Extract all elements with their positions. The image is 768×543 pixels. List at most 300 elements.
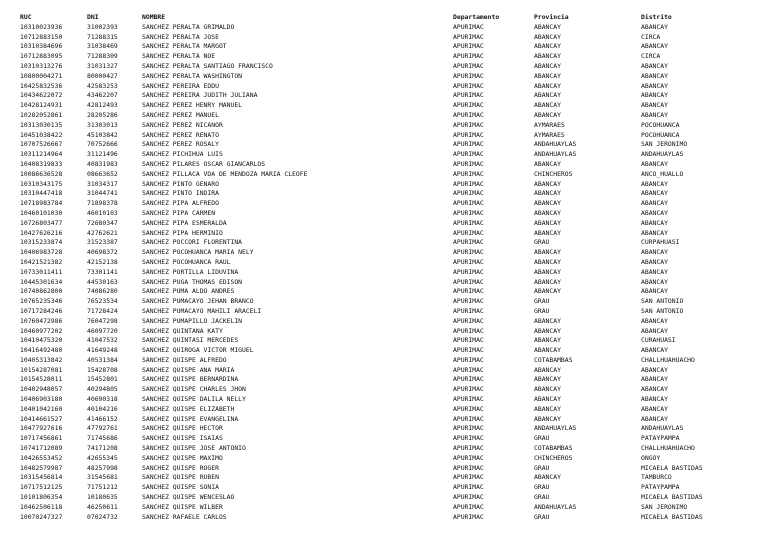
- dni-cell: 46250611: [87, 502, 118, 511]
- distrito-cell: ANDAHUAYLAS: [641, 424, 684, 433]
- ruc-cell: 10707526667: [20, 140, 63, 149]
- dni-cell: 42812493: [87, 101, 118, 110]
- table-row: [20, 415, 766, 425]
- dni-cell: 72680347: [87, 218, 118, 227]
- departamento-cell: APURIMAC: [453, 208, 484, 217]
- provincia-cell: ABANCAY: [534, 287, 561, 296]
- distrito-cell: POCOHUANCA: [641, 130, 680, 139]
- provincia-cell: ABANCAY: [534, 189, 561, 198]
- ruc-cell: 10765235346: [20, 297, 63, 306]
- table-row: [20, 189, 766, 199]
- distrito-cell: ABANCAY: [641, 189, 668, 198]
- departamento-cell: APURIMAC: [453, 159, 484, 168]
- ruc-cell: 10733011411: [20, 267, 63, 276]
- ruc-cell: 10477927616: [20, 424, 63, 433]
- departamento-cell: APURIMAC: [453, 110, 484, 119]
- departamento-cell: APURIMAC: [453, 336, 484, 345]
- provincia-cell: ABANCAY: [534, 32, 561, 41]
- departamento-cell: APURIMAC: [453, 483, 484, 492]
- departamento-cell: APURIMAC: [453, 414, 484, 423]
- distrito-cell: CURPAHUASI: [641, 238, 680, 247]
- ruc-cell: 10445301634: [20, 277, 63, 286]
- dni-cell: 46010103: [87, 208, 118, 217]
- nombre-cell: SANCHEZ POCOHUANCA MARIA NELY: [142, 248, 254, 257]
- dni-cell: 40690318: [87, 395, 118, 404]
- nombre-cell: SANCHEZ PERALTA WASHINGTON: [142, 71, 243, 80]
- departamento-cell: APURIMAC: [453, 71, 484, 80]
- provincia-cell: ABANCAY: [534, 101, 561, 110]
- dni-cell: 31031327: [87, 61, 118, 70]
- dni-cell: 45103842: [87, 130, 118, 139]
- table-row: [20, 82, 766, 92]
- provincia-cell: CHINCHEROS: [534, 453, 573, 462]
- departamento-cell: APURIMAC: [453, 297, 484, 306]
- nombre-cell: SANCHEZ QUISPE WENCESLAO: [142, 493, 235, 502]
- departamento-cell: APURIMAC: [453, 52, 484, 61]
- ruc-cell: 10315456814: [20, 473, 63, 482]
- provincia-cell: ABANCAY: [534, 159, 561, 168]
- distrito-cell: ABANCAY: [641, 248, 668, 257]
- distrito-cell: ABANCAY: [641, 277, 668, 286]
- departamento-cell: APURIMAC: [453, 81, 484, 90]
- table-row: [20, 405, 766, 415]
- provincia-cell: AYMARAES: [534, 130, 565, 139]
- dni-cell: 71898378: [87, 199, 118, 208]
- nombre-cell: SANCHEZ QUISPE ROGER: [142, 463, 219, 472]
- provincia-cell: GRAU: [534, 463, 550, 472]
- table-row: [20, 346, 766, 356]
- provincia-cell: GRAU: [534, 434, 550, 443]
- nombre-cell: SANCHEZ PIPA ESMERALDA: [142, 218, 227, 227]
- provincia-cell: GRAU: [534, 512, 550, 521]
- departamento-cell: APURIMAC: [453, 169, 484, 178]
- distrito-cell: CHALLHUAHUACHO: [641, 444, 695, 453]
- distrito-cell: ANDAHUAYLAS: [641, 150, 684, 159]
- ruc-cell: 10416492480: [20, 346, 63, 355]
- ruc-cell: 10401042160: [20, 404, 63, 413]
- provincia-cell: ANDAHUAYLAS: [534, 150, 577, 159]
- provincia-cell: ABANCAY: [534, 42, 561, 51]
- departamento-cell: APURIMAC: [453, 61, 484, 70]
- departamento-cell: APURIMAC: [453, 355, 484, 364]
- distrito-cell: CURAHUASI: [641, 336, 676, 345]
- ruc-cell: 10310384696: [20, 42, 63, 51]
- table-row: [20, 140, 766, 150]
- nombre-cell: SANCHEZ PEREZ MANUEL: [142, 110, 219, 119]
- ruc-cell: 10427626216: [20, 228, 63, 237]
- ruc-cell: 10800004271: [20, 71, 63, 80]
- nombre-cell: SANCHEZ QUISPE MAXIMO: [142, 453, 223, 462]
- departamento-cell: APURIMAC: [453, 306, 484, 315]
- ruc-cell: 10154528011: [20, 375, 63, 384]
- nombre-cell: SANCHEZ PERALTA SANTIAGO FRANCISCO: [142, 61, 273, 70]
- provincia-cell: ABANCAY: [534, 473, 561, 482]
- column-header-distrito: Distrito: [641, 13, 672, 21]
- distrito-cell: ABANCAY: [641, 81, 668, 90]
- column-header-departamento: Departamento: [453, 13, 500, 21]
- dni-cell: 47792761: [87, 424, 118, 433]
- departamento-cell: APURIMAC: [453, 179, 484, 188]
- table-row: [20, 287, 766, 297]
- provincia-cell: GRAU: [534, 493, 550, 502]
- departamento-cell: APURIMAC: [453, 375, 484, 384]
- table-row: [20, 483, 766, 493]
- ruc-cell: 10310023936: [20, 22, 63, 31]
- provincia-cell: ABANCAY: [534, 61, 561, 70]
- table-row: [20, 150, 766, 160]
- distrito-cell: ABANCAY: [641, 101, 668, 110]
- dni-cell: 46097720: [87, 326, 118, 335]
- ruc-cell: 10101806354: [20, 493, 63, 502]
- nombre-cell: SANCHEZ PEREIRA EDDU: [142, 81, 219, 90]
- provincia-cell: ABANCAY: [534, 257, 561, 266]
- distrito-cell: SAN JERONIMO: [641, 502, 688, 511]
- provincia-cell: AYMARAES: [534, 120, 565, 129]
- distrito-cell: ONGOY: [641, 453, 661, 462]
- dni-cell: 71751212: [87, 483, 118, 492]
- ruc-cell: 10414661527: [20, 414, 63, 423]
- dni-cell: 28205286: [87, 110, 118, 119]
- table-row: [20, 111, 766, 121]
- ruc-cell: 10310343175: [20, 179, 63, 188]
- provincia-cell: ABANCAY: [534, 199, 561, 208]
- header-row: [20, 13, 766, 23]
- dni-cell: 41466152: [87, 414, 118, 423]
- dni-cell: 40104216: [87, 404, 118, 413]
- nombre-cell: SANCHEZ PUMA ALDO ANDRES: [142, 287, 235, 296]
- provincia-cell: ANDAHUAYLAS: [534, 424, 577, 433]
- distrito-cell: SAN JERONIMO: [641, 140, 688, 149]
- ruc-cell: 10406903180: [20, 395, 63, 404]
- nombre-cell: SANCHEZ QUISPE RUBEN: [142, 473, 219, 482]
- nombre-cell: SANCHEZ PICHIHUA LUIS: [142, 150, 223, 159]
- table-row: [20, 23, 766, 33]
- provincia-cell: ABANCAY: [534, 395, 561, 404]
- dni-cell: 73301141: [87, 267, 118, 276]
- ruc-cell: 10315233874: [20, 238, 63, 247]
- dni-cell: 71728424: [87, 306, 118, 315]
- departamento-cell: APURIMAC: [453, 502, 484, 511]
- distrito-cell: ABANCAY: [641, 375, 668, 384]
- ruc-cell: 10154287081: [20, 365, 63, 374]
- column-header-dni: DNI: [87, 13, 99, 21]
- nombre-cell: SANCHEZ QUISPE ISAIAS: [142, 434, 223, 443]
- distrito-cell: ABANCAY: [641, 22, 668, 31]
- column-header-provincia: Provincia: [534, 13, 569, 21]
- provincia-cell: ABANCAY: [534, 336, 561, 345]
- nombre-cell: SANCHEZ PUGA THOMAS EDISON: [142, 277, 243, 286]
- ruc-cell: 10712883095: [20, 52, 63, 61]
- nombre-cell: SANCHEZ RAFAELE CARLOS: [142, 512, 227, 521]
- provincia-cell: ABANCAY: [534, 228, 561, 237]
- distrito-cell: ABANCAY: [641, 316, 668, 325]
- nombre-cell: SANCHEZ QUISPE ALFREDO: [142, 355, 227, 364]
- nombre-cell: SANCHEZ PEREZ ROSALY: [142, 140, 219, 149]
- provincia-cell: COTABAMBAS: [534, 355, 573, 364]
- nombre-cell: SANCHEZ QUISPE CHARLES JHON: [142, 385, 246, 394]
- table-row: [20, 454, 766, 464]
- nombre-cell: SANCHEZ QUISPE HECTOR: [142, 424, 223, 433]
- distrito-cell: ABANCAY: [641, 257, 668, 266]
- departamento-cell: APURIMAC: [453, 257, 484, 266]
- provincia-cell: GRAU: [534, 297, 550, 306]
- dni-cell: 70752666: [87, 140, 118, 149]
- provincia-cell: GRAU: [534, 306, 550, 315]
- departamento-cell: APURIMAC: [453, 424, 484, 433]
- provincia-cell: GRAU: [534, 483, 550, 492]
- departamento-cell: APURIMAC: [453, 385, 484, 394]
- table-row: [20, 356, 766, 366]
- ruc-cell: 10405313842: [20, 355, 63, 364]
- table-row: [20, 72, 766, 82]
- ruc-cell: 10726803477: [20, 218, 63, 227]
- ruc-cell: 10402948057: [20, 385, 63, 394]
- table-row: [20, 464, 766, 474]
- departamento-cell: APURIMAC: [453, 140, 484, 149]
- ruc-cell: 10426553452: [20, 453, 63, 462]
- departamento-cell: APURIMAC: [453, 120, 484, 129]
- dni-cell: 31034317: [87, 179, 118, 188]
- distrito-cell: ABANCAY: [641, 287, 668, 296]
- nombre-cell: SANCHEZ QUIROGA VICTOR MIGUEL: [142, 346, 254, 355]
- nombre-cell: SANCHEZ POCOHUANCA RAUL: [142, 257, 231, 266]
- table-row: [20, 336, 766, 346]
- ruc-cell: 10717512125: [20, 483, 63, 492]
- departamento-cell: APURIMAC: [453, 199, 484, 208]
- table-row: [20, 131, 766, 141]
- table-row: [20, 42, 766, 52]
- departamento-cell: APURIMAC: [453, 267, 484, 276]
- departamento-cell: APURIMAC: [453, 287, 484, 296]
- distrito-cell: ABANCAY: [641, 61, 668, 70]
- table-row: [20, 278, 766, 288]
- provincia-cell: GRAU: [534, 238, 550, 247]
- provincia-cell: ANDAHUAYLAS: [534, 502, 577, 511]
- distrito-cell: ABANCAY: [641, 42, 668, 51]
- nombre-cell: SANCHEZ QUISPE DALILA NELLY: [142, 395, 246, 404]
- distrito-cell: ABANCAY: [641, 267, 668, 276]
- provincia-cell: CHINCHEROS: [534, 169, 573, 178]
- provincia-cell: ABANCAY: [534, 414, 561, 423]
- distrito-cell: ABANCAY: [641, 179, 668, 188]
- table-row: [20, 297, 766, 307]
- ruc-cell: 10410475320: [20, 336, 63, 345]
- departamento-cell: APURIMAC: [453, 512, 484, 521]
- provincia-cell: ABANCAY: [534, 218, 561, 227]
- departamento-cell: APURIMAC: [453, 493, 484, 502]
- dni-cell: 31303013: [87, 120, 118, 129]
- nombre-cell: SANCHEZ QUISPE JOSE ANTONIO: [142, 444, 246, 453]
- table-row: [20, 101, 766, 111]
- provincia-cell: COTABAMBAS: [534, 444, 573, 453]
- table-row: [20, 307, 766, 317]
- ruc-cell: 10451038422: [20, 130, 63, 139]
- ruc-cell: 10428124931: [20, 101, 63, 110]
- departamento-cell: APURIMAC: [453, 32, 484, 41]
- provincia-cell: ABANCAY: [534, 91, 561, 100]
- ruc-cell: 10718983784: [20, 199, 63, 208]
- taxpayer-table: [20, 13, 766, 522]
- provincia-cell: ABANCAY: [534, 385, 561, 394]
- dni-cell: 07024732: [87, 512, 118, 521]
- table-row: [20, 33, 766, 43]
- distrito-cell: MICAELA BASTIDAS: [641, 463, 703, 472]
- provincia-cell: ABANCAY: [534, 179, 561, 188]
- provincia-cell: ABANCAY: [534, 208, 561, 217]
- ruc-cell: 10434622072: [20, 91, 63, 100]
- nombre-cell: SANCHEZ PILARES OSCAR GIANCARLOS: [142, 159, 266, 168]
- ruc-cell: 10070247327: [20, 512, 63, 521]
- distrito-cell: ABANCAY: [641, 346, 668, 355]
- distrito-cell: SAN ANTONIO: [641, 297, 684, 306]
- dni-cell: 08663652: [87, 169, 118, 178]
- provincia-cell: ABANCAY: [534, 267, 561, 276]
- distrito-cell: ABANCAY: [641, 395, 668, 404]
- nombre-cell: SANCHEZ PERALTA MARGOT: [142, 42, 227, 51]
- provincia-cell: ABANCAY: [534, 375, 561, 384]
- ruc-cell: 10717284246: [20, 306, 63, 315]
- distrito-cell: POCOHUANCA: [641, 120, 680, 129]
- distrito-cell: ABANCAY: [641, 385, 668, 394]
- nombre-cell: SANCHEZ PERALTA JOSE: [142, 32, 219, 41]
- distrito-cell: ABANCAY: [641, 404, 668, 413]
- nombre-cell: SANCHEZ PINTO INDIRA: [142, 189, 219, 198]
- table-row: [20, 424, 766, 434]
- ruc-cell: 10482579987: [20, 463, 63, 472]
- departamento-cell: APURIMAC: [453, 248, 484, 257]
- departamento-cell: APURIMAC: [453, 395, 484, 404]
- dni-cell: 42583253: [87, 81, 118, 90]
- table-row: [20, 180, 766, 190]
- distrito-cell: CIRCA: [641, 52, 661, 61]
- distrito-cell: TAMBURCO: [641, 473, 672, 482]
- ruc-cell: 10717456861: [20, 434, 63, 443]
- provincia-cell: ABANCAY: [534, 22, 561, 31]
- distrito-cell: CIRCA: [641, 32, 661, 41]
- provincia-cell: ABANCAY: [534, 110, 561, 119]
- ruc-cell: 10310313276: [20, 61, 63, 70]
- provincia-cell: ABANCAY: [534, 277, 561, 286]
- departamento-cell: APURIMAC: [453, 22, 484, 31]
- distrito-cell: ABANCAY: [641, 110, 668, 119]
- dni-cell: 41649248: [87, 346, 118, 355]
- dni-cell: 71288309: [87, 52, 118, 61]
- provincia-cell: ABANCAY: [534, 52, 561, 61]
- departamento-cell: APURIMAC: [453, 228, 484, 237]
- dni-cell: 80000427: [87, 71, 118, 80]
- nombre-cell: SANCHEZ PILLACA VDA DE MENDOZA MARIA CLEOFE: [142, 169, 308, 178]
- dni-cell: 40531384: [87, 355, 118, 364]
- table-row: [20, 121, 766, 131]
- departamento-cell: APURIMAC: [453, 150, 484, 159]
- dni-cell: 15428708: [87, 365, 118, 374]
- departamento-cell: APURIMAC: [453, 277, 484, 286]
- nombre-cell: SANCHEZ PUMAPILLO JACKELIN: [142, 316, 243, 325]
- provincia-cell: ABANCAY: [534, 71, 561, 80]
- distrito-cell: ABANCAY: [641, 159, 668, 168]
- table-row: [20, 258, 766, 268]
- departamento-cell: APURIMAC: [453, 463, 484, 472]
- nombre-cell: SANCHEZ QUISPE SONIA: [142, 483, 219, 492]
- dni-cell: 31044741: [87, 189, 118, 198]
- departamento-cell: APURIMAC: [453, 218, 484, 227]
- distrito-cell: ANCO_HUALLO: [641, 169, 684, 178]
- table-row: [20, 209, 766, 219]
- distrito-cell: ABANCAY: [641, 91, 668, 100]
- ruc-cell: 10406983728: [20, 248, 63, 257]
- ruc-cell: 10311214964: [20, 150, 63, 159]
- table-row: [20, 268, 766, 278]
- column-header-nombre: NOMBRE: [142, 13, 166, 21]
- table-row: [20, 366, 766, 376]
- ruc-cell: 10462506118: [20, 502, 63, 511]
- table-row: [20, 493, 766, 503]
- distrito-cell: ABANCAY: [641, 228, 668, 237]
- nombre-cell: SANCHEZ PEREZ NICANOR: [142, 120, 223, 129]
- ruc-cell: 10425832536: [20, 81, 63, 90]
- distrito-cell: ABANCAY: [641, 199, 668, 208]
- dni-cell: 76047298: [87, 316, 118, 325]
- dni-cell: 44530163: [87, 277, 118, 286]
- dni-cell: 10180635: [87, 493, 118, 502]
- table-row: [20, 385, 766, 395]
- ruc-cell: 10310447418: [20, 189, 63, 198]
- nombre-cell: SANCHEZ PEREZ HENRY MANUEL: [142, 101, 243, 110]
- distrito-cell: PATAYPAMPA: [641, 483, 680, 492]
- nombre-cell: SANCHEZ PEREZ RENATO: [142, 130, 219, 139]
- dni-cell: 31038469: [87, 42, 118, 51]
- provincia-cell: ANDAHUAYLAS: [534, 140, 577, 149]
- nombre-cell: SANCHEZ PORTILLA LIDUVINA: [142, 267, 239, 276]
- ruc-cell: 10760472986: [20, 316, 63, 325]
- column-header-ruc: RUC: [20, 13, 32, 21]
- table-row: [20, 375, 766, 385]
- nombre-cell: SANCHEZ POCCORI FLORENTINA: [142, 238, 243, 247]
- provincia-cell: ABANCAY: [534, 365, 561, 374]
- dni-cell: 31523387: [87, 238, 118, 247]
- ruc-cell: 10741712089: [20, 444, 63, 453]
- table-row: [20, 248, 766, 258]
- table-row: [20, 52, 766, 62]
- distrito-cell: ABANCAY: [641, 218, 668, 227]
- departamento-cell: APURIMAC: [453, 91, 484, 100]
- nombre-cell: SANCHEZ PUMACAYO MAHILI ARACELI: [142, 306, 262, 315]
- provincia-cell: ABANCAY: [534, 346, 561, 355]
- nombre-cell: SANCHEZ PIPA CARMEN: [142, 208, 216, 217]
- table-row: [20, 395, 766, 405]
- nombre-cell: SANCHEZ QUISPE BERNARDINA: [142, 375, 239, 384]
- table-row: [20, 199, 766, 209]
- table-row: [20, 513, 766, 523]
- table-row: [20, 91, 766, 101]
- provincia-cell: ABANCAY: [534, 81, 561, 90]
- dni-cell: 71288315: [87, 32, 118, 41]
- departamento-cell: APURIMAC: [453, 42, 484, 51]
- nombre-cell: SANCHEZ PERALTA GRIMALDO: [142, 22, 235, 31]
- nombre-cell: SANCHEZ PERALTA NOE: [142, 52, 216, 61]
- nombre-cell: SANCHEZ QUISPE ANA MARIA: [142, 365, 235, 374]
- dni-cell: 71745686: [87, 434, 118, 443]
- dni-cell: 40698372: [87, 248, 118, 257]
- distrito-cell: PATAYPAMPA: [641, 434, 680, 443]
- ruc-cell: 10282052861: [20, 110, 63, 119]
- departamento-cell: APURIMAC: [453, 189, 484, 198]
- table-row: [20, 317, 766, 327]
- distrito-cell: SAN ANTONIO: [641, 306, 684, 315]
- table-row: [20, 219, 766, 229]
- distrito-cell: ABANCAY: [641, 414, 668, 423]
- distrito-cell: ABANCAY: [641, 208, 668, 217]
